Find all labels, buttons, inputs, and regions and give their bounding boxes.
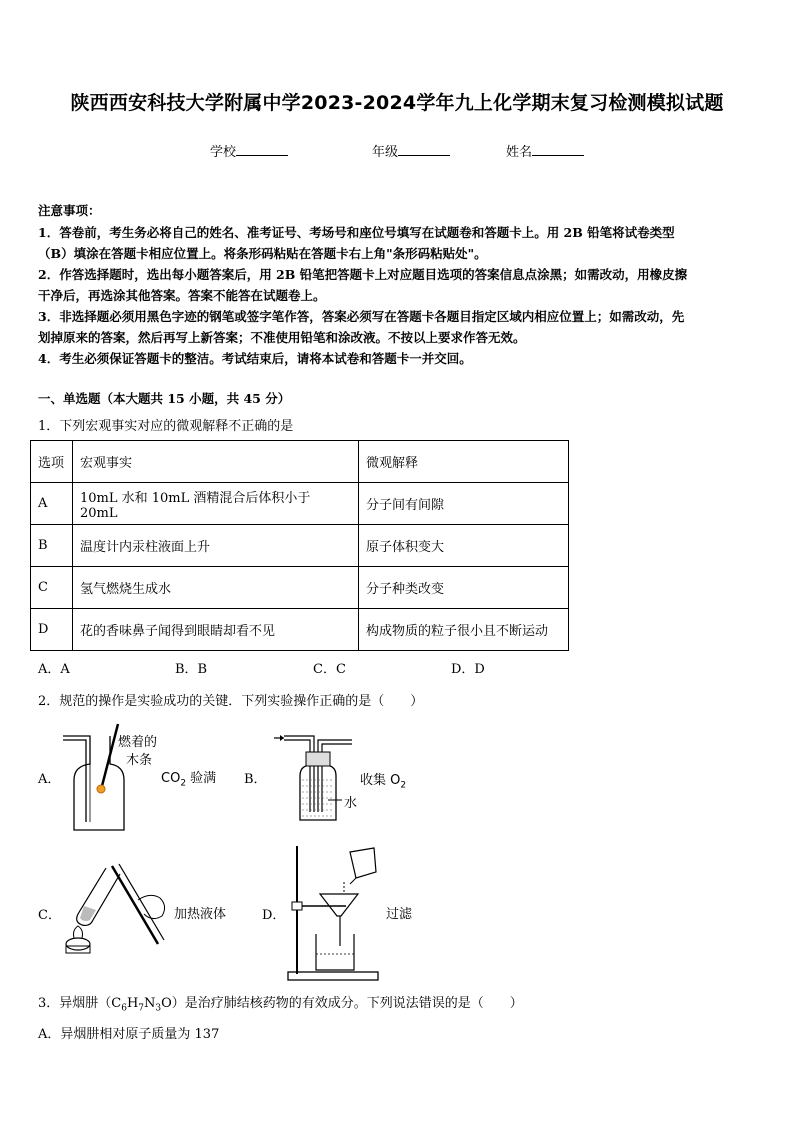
table-cell: 温度计内汞柱液面上升	[73, 525, 359, 567]
question-2-stem: 2．规范的操作是实验成功的关键．下列实验操作正确的是（ ）	[38, 694, 424, 709]
table-cell: A	[31, 483, 73, 525]
table-header-cell: 选项	[31, 441, 73, 483]
q1-table	[30, 440, 569, 651]
note-line: 2．作答选择题时，选出每小题答案后，用 2B 铅笔把答题卡上对应题目选项的答案信息点涂黑；如需改动，用橡皮擦	[38, 267, 688, 282]
school-field: 学校	[210, 141, 288, 160]
table-header-row	[31, 441, 569, 483]
question-1-stem: 1．下列宏观事实对应的微观解释不正确的是	[38, 419, 294, 434]
q2-option-c-letter: C．	[38, 908, 61, 923]
grade-field: 年级	[372, 141, 450, 160]
question-3-stem: 3．异烟肼$(C_6H_7N_3O)$是治疗肺结核药物的有效成分。下列说法错误的是（ ）	[38, 996, 523, 1014]
table-row	[31, 567, 569, 609]
table-cell: C	[31, 567, 73, 609]
table-cell: 分子间有间隙	[359, 483, 569, 525]
label-splint: 木条	[126, 753, 153, 768]
q1-option-c: C．C	[313, 662, 346, 677]
table-cell: 花的香味鼻子闻得到眼睛却看不见	[73, 609, 359, 651]
table-cell: 氢气燃烧生成水	[73, 567, 359, 609]
table-cell: 原子体积变大	[359, 525, 569, 567]
heating-liquid-illustration	[60, 862, 180, 956]
q1-option-b: B．B	[175, 662, 208, 677]
section-heading: 一、单选题（本大题共 15 小题，共 45 分）	[38, 391, 291, 406]
table-row	[31, 525, 569, 567]
filtration-illustration	[284, 842, 384, 982]
notes-heading: 注意事项：	[38, 203, 101, 218]
label-burning-splint: 燃着的	[118, 735, 158, 750]
table-cell: 10mL 水和 10mL 酒精混合后体积小于 20mL	[73, 483, 359, 525]
table-row	[31, 609, 569, 651]
caption-co2-check: $CO_2$ 验满	[161, 771, 217, 789]
q1-option-d: D．D	[451, 662, 485, 677]
table-cell: B	[31, 525, 73, 567]
note-line: 1．答卷前，考生务必将自己的姓名、准考证号、考场号和座位号填写在试题卷和答题卡上。用 2B 铅笔将试卷类型	[38, 225, 675, 240]
note-line: 3．非选择题必须用黑色字迹的钢笔或签字笔作答，答案必须写在答题卡各题目指定区域内相应位置上；如需改动，先	[38, 309, 685, 324]
q2-option-b-letter: B．	[244, 772, 267, 787]
table-cell: 分子种类改变	[359, 567, 569, 609]
q3-option-a: A．异烟肼相对原子质量为 137	[38, 1027, 220, 1042]
table-header-cell: 宏观事实	[73, 441, 359, 483]
name-field: 姓名	[506, 141, 584, 160]
caption-heat-liquid: 加热液体	[174, 907, 227, 922]
page-title: 陕西西安科技大学附属中学2023-2024学年九上化学期末复习检测模拟试题	[70, 92, 724, 114]
note-line: 划掉原来的答案，然后再写上新答案；不准使用铅笔和涂改液。不按以上要求作答无效。	[38, 330, 526, 345]
label-water: 水	[344, 796, 358, 811]
caption-collect-o2: 收集 $O_2$	[360, 773, 407, 791]
table-header-cell: 微观解释	[359, 441, 569, 483]
q2-option-d-letter: D．	[262, 908, 286, 923]
table-cell: 构成物质的粒子很小且不断运动	[359, 609, 569, 651]
gas-collection-illustration	[270, 728, 370, 828]
caption-filtration: 过滤	[386, 907, 413, 922]
table-row	[31, 483, 569, 525]
q2-option-a-letter: A．	[38, 772, 61, 787]
table-cell: D	[31, 609, 73, 651]
note-line: 干净后，再选涂其他答案。答案不能答在试题卷上。	[38, 288, 326, 303]
note-line: （B）填涂在答题卡相应位置上。将条形码粘贴在答题卡右上角"条形码粘贴处"。	[38, 246, 487, 261]
q1-option-a: A．A	[38, 662, 70, 677]
note-line: 4．考生必须保证答题卡的整洁。考试结束后，请将本试卷和答题卡一并交回。	[38, 351, 472, 366]
